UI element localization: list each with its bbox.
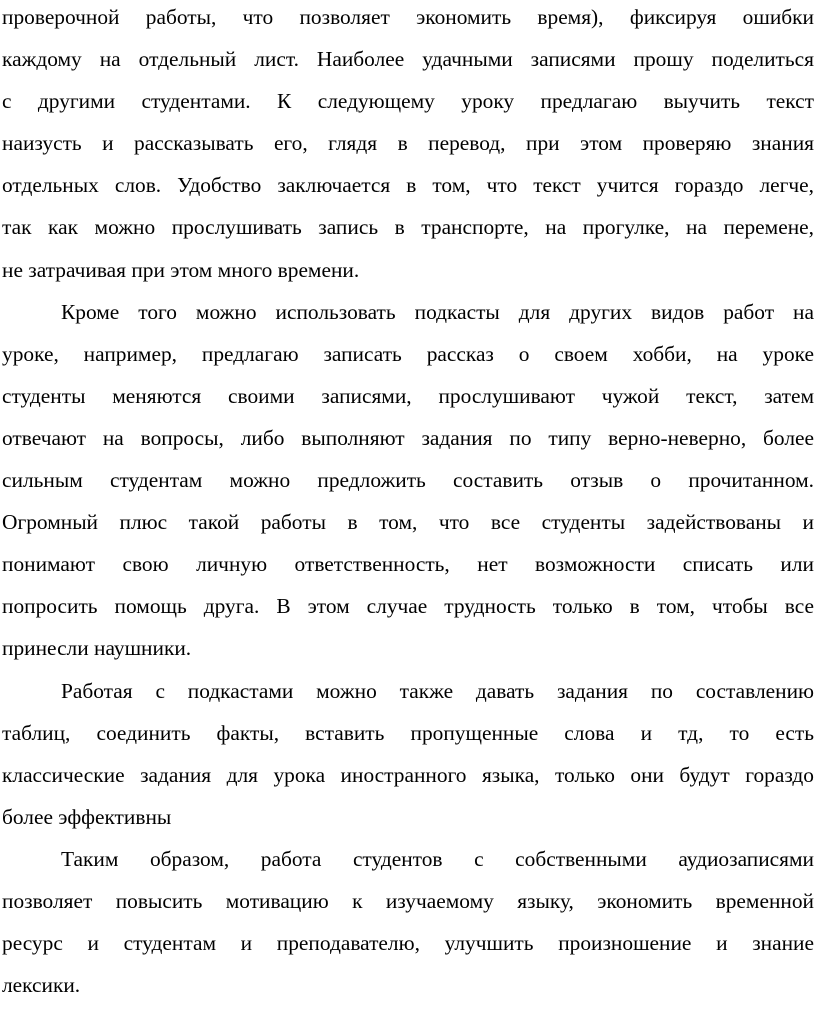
text-line: сильным студентам можно предложить составить отзыв о прочитанном. — [2, 468, 814, 493]
text-line: лексики. — [2, 973, 81, 998]
text-line: так как можно прослушивать запись в транспорте, на прогулке, на перемене, — [2, 215, 814, 240]
text-line: позволяет повысить мотивацию к изучаемому языку, экономить временной — [2, 888, 814, 913]
text-line: более эффективны — [2, 804, 172, 829]
paragraph-3 — [2, 670, 814, 838]
text-line: принесли наушники. — [2, 636, 192, 661]
paragraph-2 — [2, 291, 814, 670]
text-line: Кроме того можно использовать подкасты для других видов работ на — [61, 299, 814, 324]
text-line: студенты меняются своими записями, прослушивают чужой текст, затем — [2, 383, 814, 408]
text-line: с другими студентами. К следующему уроку предлагаю выучить текст — [2, 89, 814, 114]
text-line: отдельных слов. Удобство заключается в том, что текст учится гораздо легче, — [2, 173, 814, 198]
text-line: понимают свою личную ответственность, нет возможности списать или — [2, 552, 814, 577]
text-line: уроке, например, предлагаю записать рассказ о своем хобби, на уроке — [2, 341, 814, 366]
text-line: Таким образом, работа студентов с собственными аудиозаписями — [61, 846, 814, 871]
text-line: Огромный плюс такой работы в том, что все студенты задействованы и — [2, 510, 814, 535]
paragraph-4 — [2, 838, 814, 1006]
text-line: ресурс и студентам и преподавателю, улучшить произношение и знание — [2, 931, 814, 956]
text-line: не затрачивая при этом много времени. — [2, 257, 360, 282]
text-line: Работая с подкастами можно также давать задания по составлению — [61, 678, 814, 703]
text-line: таблиц, соединить факты, вставить пропущенные слова и тд, то есть — [2, 720, 814, 745]
text-line: проверочной работы, что позволяет экономить время), фиксируя ошибки — [2, 5, 814, 29]
text-line: каждому на отдельный лист. Наиболее удачными записями прошу поделиться — [2, 47, 814, 72]
text-line: попросить помощь друга. В этом случае трудность только в том, чтобы все — [2, 594, 814, 619]
text-line: классические задания для урока иностранного языка, только они будут гораздо — [2, 762, 814, 787]
paragraph-1 — [2, 0, 814, 291]
text-line: наизусть и рассказывать его, глядя в перевод, при этом проверяю знания — [2, 131, 814, 156]
text-line: отвечают на вопросы, либо выполняют задания по типу верно-неверно, более — [2, 425, 814, 450]
